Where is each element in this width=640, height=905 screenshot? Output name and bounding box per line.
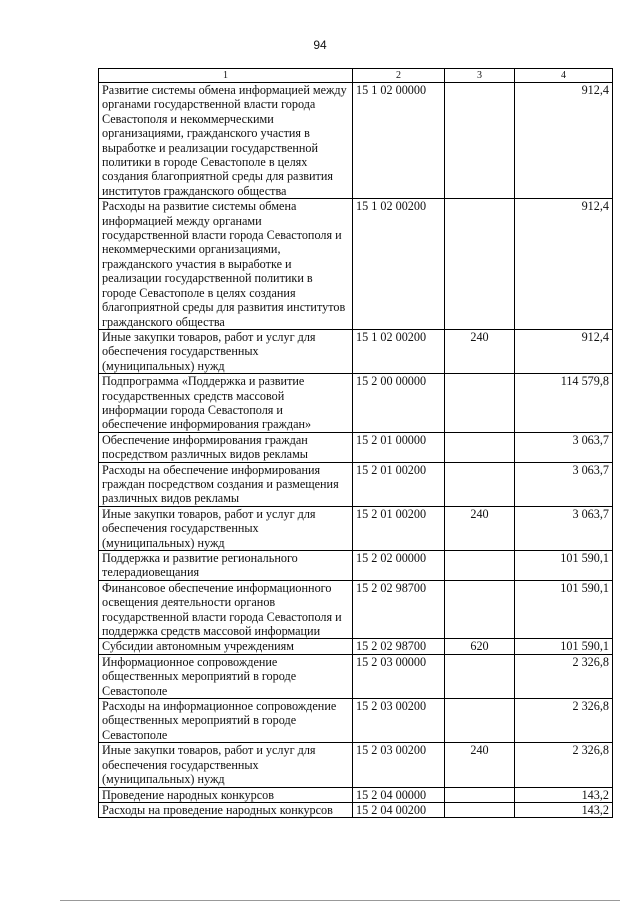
row-amount: 101 590,1 [515,551,613,581]
row-code: 15 2 02 00000 [353,551,445,581]
table-row [99,374,613,433]
row-amount: 3 063,7 [515,506,613,550]
table-row [99,802,613,817]
row-amount: 3 063,7 [515,462,613,506]
row-type [445,787,515,802]
table-row [99,432,613,462]
row-code: 15 2 01 00200 [353,506,445,550]
row-code: 15 2 03 00000 [353,654,445,698]
page-bottom-rule [60,900,620,901]
table-row [99,83,613,199]
column-header-type: 3 [445,69,515,83]
row-name: Информационное сопровождение общественных мероприятий в городе Севастополе [99,654,353,698]
row-amount: 2 326,8 [515,699,613,743]
row-amount: 912,4 [515,199,613,330]
table-row [99,699,613,743]
row-amount: 912,4 [515,329,613,373]
row-code: 15 1 02 00200 [353,199,445,330]
table-row [99,654,613,698]
row-name: Проведение народных конкурсов [99,787,353,802]
row-name: Расходы на информационное сопровождение общественных мероприятий в городе Севастополе [99,699,353,743]
header-row [99,69,613,83]
column-header-code: 2 [353,69,445,83]
row-type [445,374,515,433]
row-type [445,432,515,462]
table-row [99,329,613,373]
row-code: 15 2 03 00200 [353,699,445,743]
row-amount: 101 590,1 [515,639,613,654]
row-code: 15 1 02 00200 [353,329,445,373]
table-row [99,743,613,787]
row-name: Подпрограмма «Поддержка и развитие государственных средств массовой информации города Севастополя и обеспечение информирования граждан» [99,374,353,433]
row-amount: 143,2 [515,787,613,802]
row-type [445,462,515,506]
row-code: 15 1 02 00000 [353,83,445,199]
row-amount: 114 579,8 [515,374,613,433]
row-code: 15 2 03 00200 [353,743,445,787]
row-code: 15 2 01 00200 [353,462,445,506]
row-type [445,551,515,581]
table-row [99,506,613,550]
page-number: 94 [313,38,327,52]
row-name: Расходы на обеспечение информирования граждан посредством создания и размещения различных видов рекламы [99,462,353,506]
row-code: 15 2 02 98700 [353,639,445,654]
row-name: Иные закупки товаров, работ и услуг для обеспечения государственных (муниципальных) нужд [99,743,353,787]
row-amount: 101 590,1 [515,580,613,639]
row-name: Иные закупки товаров, работ и услуг для обеспечения государственных (муниципальных) нужд [99,329,353,373]
row-code: 15 2 02 98700 [353,580,445,639]
budget-table [98,68,613,818]
table-row [99,462,613,506]
row-name: Субсидии автономным учреждениям [99,639,353,654]
row-type [445,802,515,817]
row-name: Развитие системы обмена информацией между органами государственной власти города Севастополя и некоммерческими организациями, гражданского участия в выработке и реализации государственной политики в городе Севастополе в целях создания благоприятной среды для развития институтов гражданского общества [99,83,353,199]
column-header-name: 1 [99,69,353,83]
row-name: Обеспечение информирования граждан посредством различных видов рекламы [99,432,353,462]
row-name: Финансовое обеспечение информационного освещения деятельности органов государственной власти города Севастополя и поддержка средств массовой информации [99,580,353,639]
row-type: 240 [445,743,515,787]
table-row [99,787,613,802]
table-row [99,551,613,581]
table-row [99,580,613,639]
row-amount: 912,4 [515,83,613,199]
column-header-amount: 4 [515,69,613,83]
row-type: 240 [445,506,515,550]
row-name: Поддержка и развитие регионального телерадиовещания [99,551,353,581]
row-amount: 2 326,8 [515,654,613,698]
row-type [445,83,515,199]
row-amount: 3 063,7 [515,432,613,462]
row-amount: 2 326,8 [515,743,613,787]
row-type [445,199,515,330]
row-name: Иные закупки товаров, работ и услуг для обеспечения государственных (муниципальных) нужд [99,506,353,550]
row-type [445,699,515,743]
row-code: 15 2 01 00000 [353,432,445,462]
table-row [99,199,613,330]
row-name: Расходы на развитие системы обмена информацией между органами государственной власти города Севастополя и некоммерческими организациями, гражданского участия в выработке и реализации государственной политики в городе Севастополе в целях создания благоприятной среды для развития институтов гражданского общества [99,199,353,330]
row-type [445,654,515,698]
row-type: 620 [445,639,515,654]
row-name: Расходы на проведение народных конкурсов [99,802,353,817]
row-code: 15 2 04 00000 [353,787,445,802]
table-row [99,639,613,654]
row-type: 240 [445,329,515,373]
row-code: 15 2 00 00000 [353,374,445,433]
row-type [445,580,515,639]
row-code: 15 2 04 00200 [353,802,445,817]
row-amount: 143,2 [515,802,613,817]
